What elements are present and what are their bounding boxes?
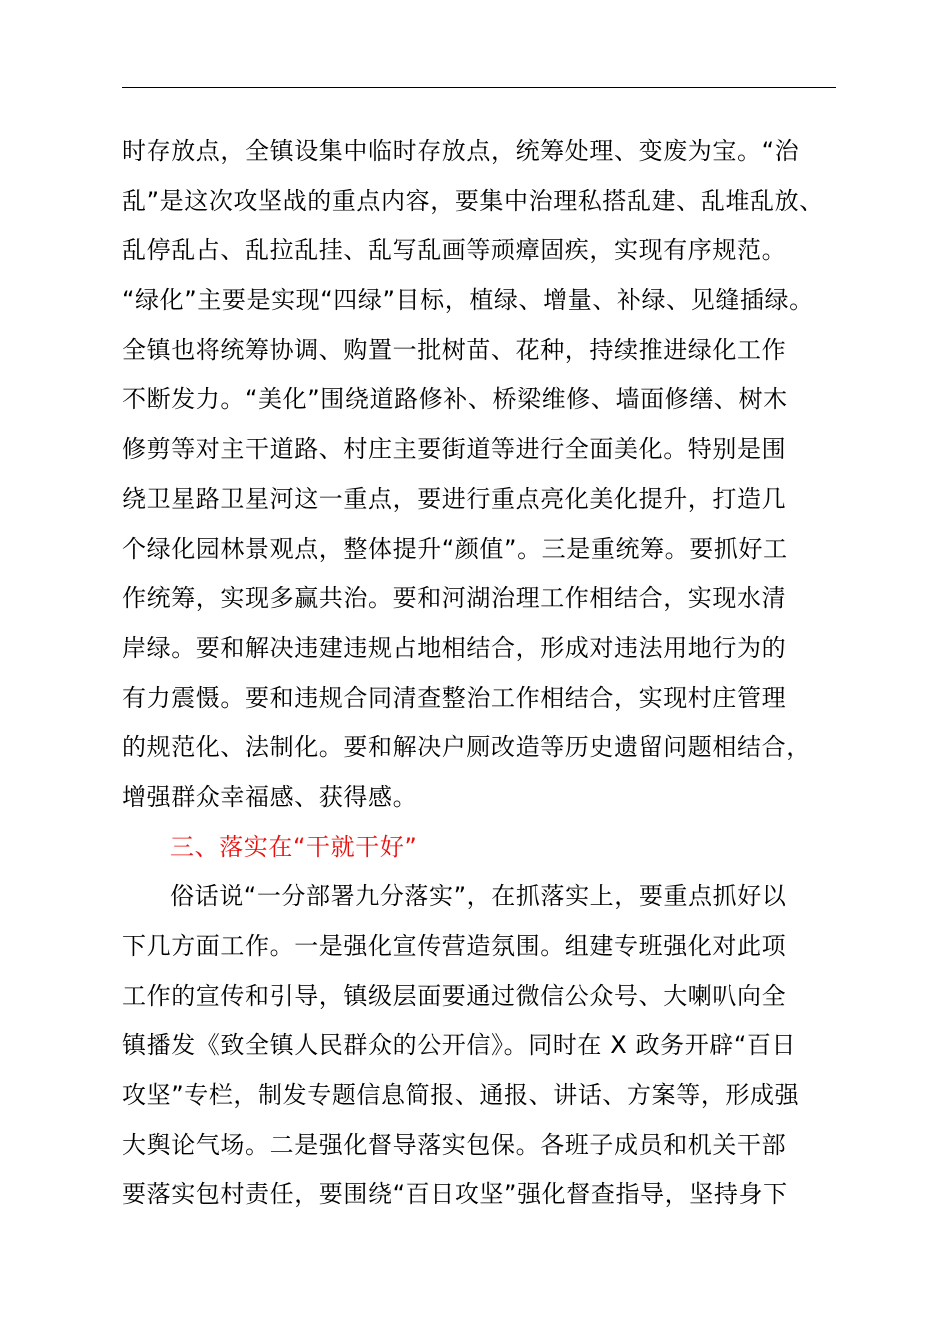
paragraph-line: “绿化”主要是实现“四绿”目标，植绿、增量、补绿、见缝插绿。	[122, 286, 814, 315]
paragraph-line: 攻坚”专栏，制发专题信息简报、通报、讲话、方案等，形成强	[122, 1081, 800, 1110]
paragraph-line: 乱”是这次攻坚战的重点内容，要集中治理私搭乱建、乱堆乱放、	[122, 186, 824, 215]
paragraph-line: 俗话说“一分部署九分落实”，在抓落实上，要重点抓好以	[170, 882, 787, 911]
paragraph-line: 全镇也将统筹协调、购置一批树苗、花种，持续推进绿化工作	[122, 335, 787, 364]
paragraph-line: 绕卫星路卫星河这一重点，要进行重点亮化美化提升，打造几	[122, 484, 787, 513]
paragraph-line: 要落实包村责任，要围绕“百日攻坚”强化督查指导，坚持身下	[122, 1180, 788, 1209]
paragraph-line: 大舆论气场。二是强化督导落实包保。各班子成员和机关干部	[122, 1130, 787, 1159]
paragraph-line: 增强群众幸福感、获得感。	[122, 782, 418, 811]
paragraph-line: 个绿化园林景观点，整体提升“颜值”。三是重统筹。要抓好工	[122, 534, 788, 563]
paragraph-line: 的规范化、法制化。要和解决户厕改造等历史遗留问题相结合，	[122, 733, 811, 762]
paragraph-line: 岸绿。要和解决违建违规占地相结合，形成对违法用地行为的	[122, 633, 787, 662]
section-heading: 三、落实在“干就干好”	[170, 832, 418, 861]
paragraph-line: 有力震慑。要和违规合同清查整治工作相结合，实现村庄管理	[122, 683, 787, 712]
body-text	[122, 127, 882, 1220]
paragraph-line: 作统筹，实现多赢共治。要和河湖治理工作相结合，实现水清	[122, 584, 787, 613]
paragraph-line: 修剪等对主干道路、村庄主要街道等进行全面美化。特别是围	[122, 435, 787, 464]
paragraph-line: 镇播发《致全镇人民群众的公开信》。同时在 X 政务开辟“百日	[122, 1031, 797, 1060]
paragraph-line: 乱停乱占、乱拉乱挂、乱写乱画等顽瘴固疾，实现有序规范。	[122, 236, 787, 265]
paragraph-line: 时存放点，全镇设集中临时存放点，统筹处理、变废为宝。“治	[122, 137, 800, 165]
paragraph-line: 下几方面工作。一是强化宣传营造氛围。组建专班强化对此项	[122, 932, 787, 960]
header-rule	[122, 87, 836, 88]
paragraph-line: 工作的宣传和引导，镇级层面要通过微信公众号、大喇叭向全	[122, 981, 787, 1010]
paragraph-line: 不断发力。“美化”围绕道路修补、桥梁维修、墙面修缮、树木	[122, 385, 788, 414]
